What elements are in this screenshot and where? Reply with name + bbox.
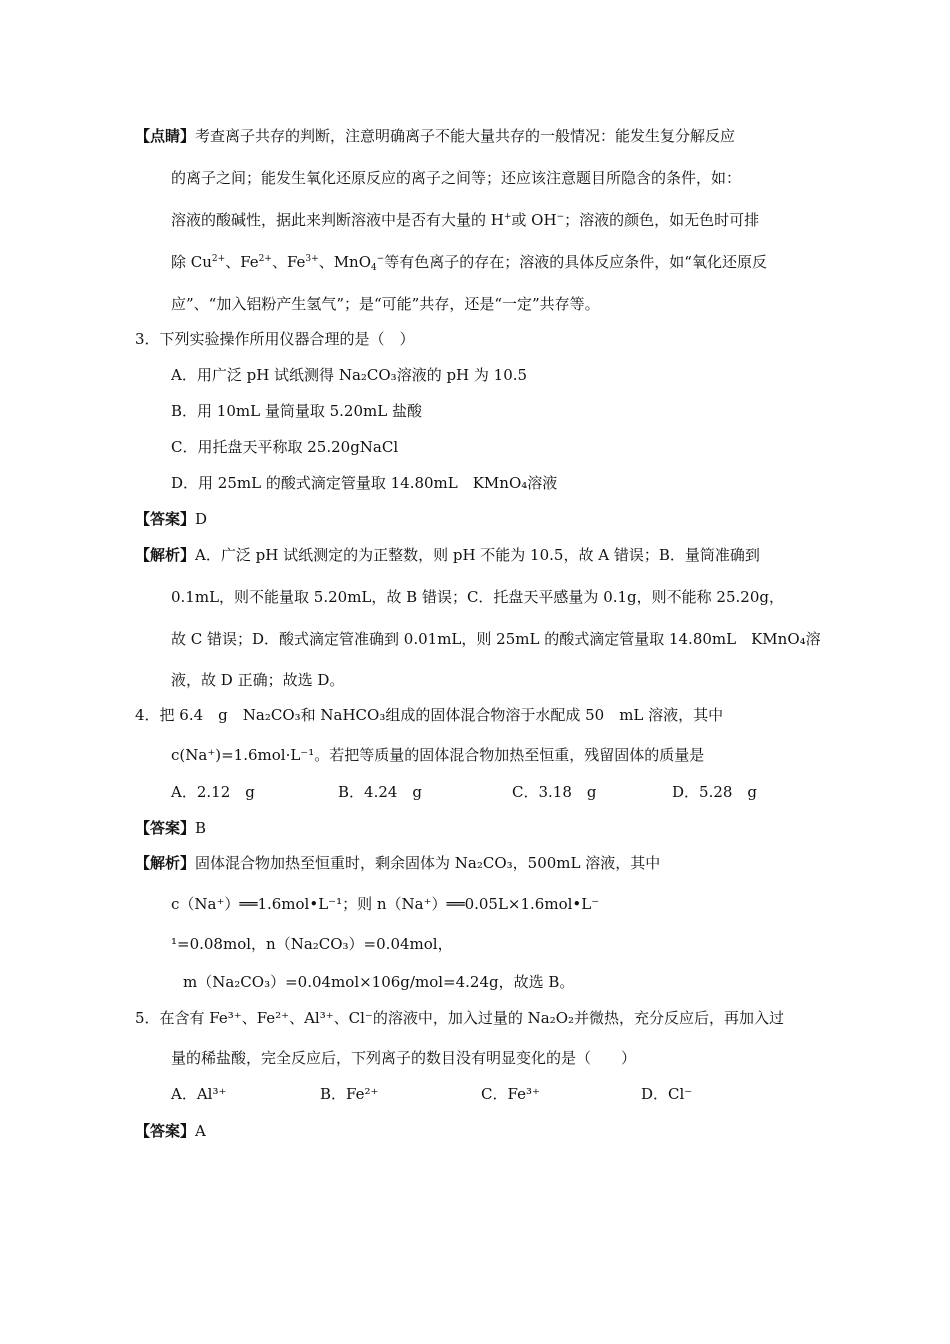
answer-value: D — [195, 510, 208, 528]
q4-answer — [135, 818, 206, 838]
q4-analysis-line-4: m（Na₂CO₃）=0.04mol×106g/mol=4.24g，故选 B。 — [183, 973, 575, 991]
q3-option-c: C．用托盘天平称取 25.20gNaCl — [171, 438, 399, 456]
q4-option-c: C．3.18 g — [512, 783, 597, 801]
answer-tag: 【答案】 — [135, 819, 196, 837]
q3-option-b: B．用 10mL 量筒量取 5.20mL 盐酸 — [171, 402, 422, 420]
q3-answer — [135, 509, 207, 529]
q3-analysis-line-3: 故 C 错误；D．酸式滴定管准确到 0.01mL，则 25mL 的酸式滴定管量取 14.80mL KMnO₄溶 — [171, 630, 821, 648]
q5-option-d: D．Cl⁻ — [641, 1085, 693, 1103]
q4-option-a: A．2.12 g — [171, 783, 255, 801]
dianjing-line-4: 除 $Cu^{2+}$、$Fe^{2+}$、$Fe^{3+}$、MnO$_4$−等有色离子的存在；溶液的具体反应条件，如“氧化还原反 — [171, 253, 767, 273]
q5-option-b: B．Fe²⁺ — [320, 1085, 379, 1103]
q3-analysis-line-2: 0.1mL，则不能量取 5.20mL，故 B 错误；C．托盘天平感量为 0.1g，则不能称 25.20g， — [171, 588, 784, 606]
q5-stem-2: 量的稀盐酸，完全反应后，下列离子的数目没有明显变化的是（ ） — [171, 1049, 637, 1067]
q3-stem: 3．下列实验操作所用仪器合理的是（ ） — [135, 330, 415, 348]
answer-value: A — [195, 1122, 206, 1140]
q4-analysis-line-2: c（Na⁺）══1.6mol•L⁻¹；则 n（Na⁺）══0.05L×1.6mol•L⁻ — [171, 895, 600, 913]
dianjing-line-5: 应”、“加入铝粉产生氢气”；是“可能”共存，还是“一定”共存等。 — [171, 295, 600, 313]
q3-analysis-line-4: 液，故 D 正确；故选 D。 — [171, 671, 345, 689]
q5-stem: 5．在含有 Fe³⁺、Fe²⁺、Al³⁺、Cl⁻的溶液中，加入过量的 Na₂O₂并微热，充分反应后，再加入过 — [135, 1009, 785, 1027]
q5-option-a: A．Al³⁺ — [171, 1085, 227, 1103]
q5-option-c: C．Fe³⁺ — [481, 1085, 540, 1103]
q4-option-d: D．5.28 g — [672, 783, 758, 801]
answer-value: B — [195, 819, 207, 837]
q4-stem-2: c(Na⁺)=1.6mol·L⁻¹。若把等质量的固体混合物加热至恒重，残留固体的质量是 — [171, 746, 705, 764]
dianjing-line-2: 的离子之间；能发生氧化还原反应的离子之间等；还应该注意题目所隐含的条件，如： — [171, 169, 742, 187]
dianjing-tag: 【点睛】 — [135, 127, 196, 145]
q4-analysis-line-3: ¹=0.08mol，n（Na₂CO₃）=0.04mol， — [171, 935, 453, 953]
q3-option-a: A．用广泛 pH 试纸测得 Na₂CO₃溶液的 pH 为 10.5 — [171, 366, 528, 384]
dianjing-line-3: 溶液的酸碱性，据此来判断溶液中是否有大量的 H+或 OH−；溶液的颜色，如无色时可排 — [171, 211, 760, 229]
dianjing-line-1 — [135, 126, 735, 146]
answer-tag: 【答案】 — [135, 1122, 196, 1140]
q3-option-d: D．用 25mL 的酸式滴定管量取 14.80mL KMnO₄溶液 — [171, 474, 558, 492]
q3-analysis-line-1: 【解析】A．广泛 pH 试纸测定的为正整数，则 pH 不能为 10.5，故 A 错误；B．量筒准确到 — [135, 546, 760, 564]
analysis-tag: 【解析】 — [135, 854, 196, 872]
q5-answer — [135, 1121, 206, 1141]
analysis-tag: 【解析】 — [135, 546, 196, 564]
q4-stem: 4．把 6.4 g Na₂CO₃和 NaHCO₃组成的固体混合物溶于水配成 50 mL 溶液，其中 — [135, 706, 724, 724]
dianjing-text-1: 考查离子共存的判断，注意明确离子不能大量共存的一般情况：能发生复分解反应 — [195, 127, 736, 145]
q4-analysis-line-1: 【解析】固体混合物加热至恒重时，剩余固体为 Na₂CO₃，500mL 溶液，其中 — [135, 854, 661, 872]
q4-option-b: B．4.24 g — [338, 783, 423, 801]
answer-tag: 【答案】 — [135, 510, 196, 528]
